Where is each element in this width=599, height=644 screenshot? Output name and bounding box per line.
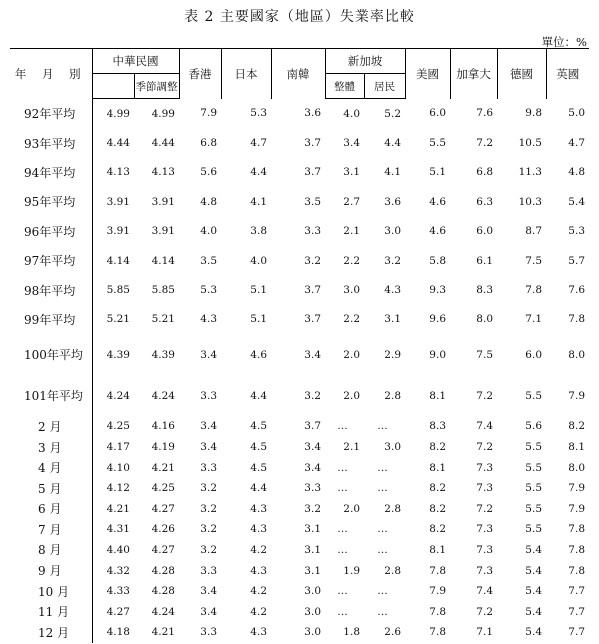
cell-uk: 7.8	[568, 564, 585, 577]
cell-roc: 4.18	[92, 622, 134, 643]
cell-sg-total: 2.2	[343, 254, 360, 267]
cell-sg-resident: 2.9	[384, 348, 401, 361]
cell-roc: 4.14	[92, 246, 134, 275]
cell-roc-sa: 4.44	[151, 137, 175, 150]
cell-sg-total: 2.0	[343, 389, 360, 402]
header-us: 美國	[405, 49, 450, 99]
row-label: 95年平均	[24, 195, 76, 210]
cell-hk: 3.3	[200, 564, 217, 577]
cell-de: 5.4	[525, 626, 542, 639]
cell-hk: 3.4	[200, 605, 217, 618]
row-label: 97年平均	[24, 254, 76, 269]
cell-kr: 3.0	[304, 585, 321, 598]
row-label: 92年平均	[24, 106, 76, 121]
cell-uk: 7.9	[568, 502, 585, 515]
cell-sg-resident: …	[377, 585, 388, 598]
cell-ca: 7.2	[476, 389, 493, 402]
cell-hk: 5.6	[200, 166, 217, 179]
cell-ca: 6.0	[476, 225, 493, 238]
cell-sg-resident: 3.1	[384, 313, 401, 326]
cell-uk: 8.2	[568, 420, 585, 433]
cell-us: 9.6	[429, 313, 446, 326]
cell-us: 8.2	[429, 523, 446, 536]
row-label: 9 月	[38, 564, 62, 579]
cell-hk: 3.5	[200, 254, 217, 267]
cell-roc-sa: 4.99	[151, 107, 175, 120]
cell-roc-sa: 5.21	[151, 313, 175, 326]
table-row	[10, 560, 589, 581]
cell-ca: 7.1	[476, 626, 493, 639]
cell-jp: 4.3	[250, 564, 267, 577]
cell-de: 5.6	[525, 420, 542, 433]
header-uk: 英國	[546, 49, 589, 99]
cell-sg-total: …	[337, 482, 348, 495]
cell-uk: 7.7	[568, 626, 585, 639]
cell-hk: 3.2	[200, 523, 217, 536]
cell-roc: 4.33	[92, 581, 134, 602]
cell-sg-total: 2.2	[343, 313, 360, 326]
cell-ca: 7.3	[476, 482, 493, 495]
cell-roc: 4.10	[92, 457, 134, 478]
table-row	[10, 275, 589, 304]
cell-us: 8.1	[429, 461, 446, 474]
cell-kr: 3.1	[304, 564, 321, 577]
cell-de: 5.4	[525, 543, 542, 556]
cell-kr: 3.4	[304, 441, 321, 454]
cell-sg-resident: 5.2	[384, 107, 401, 120]
cell-ca: 7.2	[476, 137, 493, 150]
cell-hk: 3.4	[200, 441, 217, 454]
row-label: 94年平均	[24, 165, 76, 180]
cell-hk: 3.3	[200, 626, 217, 639]
cell-de: 5.5	[525, 523, 542, 536]
row-label: 100年平均	[24, 348, 83, 363]
cell-sg-resident: 3.0	[384, 441, 401, 454]
cell-sg-total: 2.7	[343, 195, 360, 208]
row-label: 3 月	[38, 440, 62, 455]
cell-jp: 4.2	[250, 605, 267, 618]
cell-ca: 7.3	[476, 461, 493, 474]
table-row	[10, 128, 589, 157]
cell-us: 8.2	[429, 482, 446, 495]
row-label: 101年平均	[24, 389, 83, 404]
cell-de: 7.8	[525, 284, 542, 297]
cell-sg-resident: 3.6	[384, 195, 401, 208]
cell-roc-sa: 4.28	[151, 564, 175, 577]
cell-de: 5.5	[525, 482, 542, 495]
cell-sg-resident: 2.8	[384, 389, 401, 402]
cell-ca: 7.3	[476, 543, 493, 556]
cell-sg-resident: 2.6	[384, 626, 401, 639]
cell-us: 8.2	[429, 441, 446, 454]
cell-jp: 4.1	[250, 195, 267, 208]
cell-de: 10.5	[518, 137, 542, 150]
row-label: 93年平均	[24, 136, 76, 151]
cell-jp: 4.4	[250, 389, 267, 402]
unemployment-table	[10, 48, 589, 643]
cell-roc: 3.91	[92, 187, 134, 216]
cell-jp: 4.3	[250, 523, 267, 536]
cell-de: 5.5	[525, 389, 542, 402]
cell-roc: 4.13	[92, 158, 134, 187]
cell-kr: 3.7	[304, 420, 321, 433]
cell-kr: 3.7	[304, 137, 321, 150]
cell-us: 9.3	[429, 284, 446, 297]
cell-uk: 7.9	[568, 482, 585, 495]
cell-jp: 4.5	[250, 420, 267, 433]
cell-de: 11.3	[518, 166, 542, 179]
cell-sg-total: 4.0	[343, 107, 360, 120]
table-row	[10, 99, 589, 129]
cell-hk: 3.3	[200, 389, 217, 402]
row-label: 6 月	[38, 502, 62, 517]
cell-de: 5.5	[525, 441, 542, 454]
cell-sg-resident: 4.4	[384, 137, 401, 150]
table-row	[10, 581, 589, 602]
cell-sg-total: …	[337, 605, 348, 618]
cell-roc: 5.21	[92, 305, 134, 334]
cell-us: 9.0	[429, 348, 446, 361]
cell-sg-total: 2.1	[343, 225, 360, 238]
cell-roc-sa: 4.25	[151, 482, 175, 495]
cell-hk: 7.9	[200, 107, 217, 120]
cell-uk: 7.8	[568, 313, 585, 326]
cell-roc-sa: 4.28	[151, 585, 175, 598]
cell-roc: 4.31	[92, 519, 134, 540]
table-row	[10, 437, 589, 458]
table-row	[10, 622, 589, 643]
cell-us: 4.6	[429, 225, 446, 238]
cell-roc: 4.99	[92, 99, 134, 129]
cell-roc-sa: 4.19	[151, 441, 175, 454]
cell-sg-resident: 2.8	[384, 502, 401, 515]
cell-jp: 4.3	[250, 502, 267, 515]
cell-hk: 5.3	[200, 284, 217, 297]
cell-sg-resident: …	[377, 482, 388, 495]
table-row	[10, 540, 589, 561]
header-sg: 新加坡	[325, 49, 405, 74]
row-label: 98年平均	[24, 283, 76, 298]
header-de: 德國	[497, 49, 546, 99]
cell-uk: 8.0	[568, 461, 585, 474]
cell-roc: 4.27	[92, 601, 134, 622]
cell-kr: 3.7	[304, 166, 321, 179]
cell-hk: 4.0	[200, 225, 217, 238]
table-row	[10, 375, 589, 416]
cell-de: 10.3	[518, 195, 542, 208]
cell-sg-total: …	[337, 461, 348, 474]
cell-ca: 7.3	[476, 564, 493, 577]
cell-de: 7.5	[525, 254, 542, 267]
cell-us: 5.5	[429, 137, 446, 150]
cell-hk: 3.4	[200, 585, 217, 598]
cell-kr: 3.0	[304, 605, 321, 618]
cell-uk: 4.7	[568, 137, 585, 150]
cell-kr: 3.7	[304, 284, 321, 297]
table-row	[10, 305, 589, 334]
row-label: 4 月	[38, 461, 62, 476]
cell-roc: 4.25	[92, 416, 134, 437]
cell-de: 8.7	[525, 225, 542, 238]
cell-ca: 7.2	[476, 605, 493, 618]
cell-roc-sa: 4.21	[151, 461, 175, 474]
cell-ca: 7.4	[476, 420, 493, 433]
cell-hk: 4.3	[200, 313, 217, 326]
cell-sg-resident: …	[377, 543, 388, 556]
cell-jp: 4.6	[250, 348, 267, 361]
cell-hk: 3.4	[200, 348, 217, 361]
cell-jp: 5.1	[250, 313, 267, 326]
cell-kr: 3.4	[304, 348, 321, 361]
cell-jp: 4.4	[250, 482, 267, 495]
cell-roc: 4.12	[92, 478, 134, 499]
cell-roc: 5.85	[92, 275, 134, 304]
row-label: 12 月	[38, 625, 70, 640]
cell-de: 9.8	[525, 107, 542, 120]
cell-roc-sa: 4.39	[151, 348, 175, 361]
cell-jp: 4.5	[250, 461, 267, 474]
cell-roc-sa: 3.91	[151, 195, 175, 208]
cell-uk: 7.8	[568, 543, 585, 556]
cell-sg-total: 3.1	[343, 166, 360, 179]
header-roc: 中華民國	[92, 49, 179, 74]
cell-uk: 4.8	[568, 166, 585, 179]
cell-roc: 3.91	[92, 217, 134, 246]
cell-roc-sa: 4.24	[151, 389, 175, 402]
cell-hk: 3.3	[200, 461, 217, 474]
cell-roc: 4.32	[92, 560, 134, 581]
cell-jp: 4.4	[250, 166, 267, 179]
cell-roc-sa: 4.16	[151, 420, 175, 433]
cell-ca: 6.3	[476, 195, 493, 208]
cell-us: 7.9	[429, 585, 446, 598]
cell-kr: 3.7	[304, 313, 321, 326]
cell-sg-total: 2.0	[343, 502, 360, 515]
table-row	[10, 217, 589, 246]
cell-de: 7.1	[525, 313, 542, 326]
cell-roc: 4.24	[92, 375, 134, 416]
cell-us: 6.0	[429, 107, 446, 120]
cell-sg-resident: 4.3	[384, 284, 401, 297]
table-row	[10, 334, 589, 375]
table-row	[10, 499, 589, 520]
cell-us: 7.8	[429, 564, 446, 577]
cell-kr: 3.5	[304, 195, 321, 208]
table-row	[10, 158, 589, 187]
cell-sg-resident: 3.0	[384, 225, 401, 238]
header-kr: 南韓	[271, 49, 325, 99]
cell-jp: 4.2	[250, 585, 267, 598]
cell-us: 7.8	[429, 605, 446, 618]
cell-us: 8.3	[429, 420, 446, 433]
cell-hk: 6.8	[200, 137, 217, 150]
cell-uk: 7.9	[568, 389, 585, 402]
cell-sg-resident: …	[377, 605, 388, 618]
header-sg-resident: 居民	[364, 74, 405, 99]
header-jp: 日本	[221, 49, 271, 99]
cell-de: 5.5	[525, 461, 542, 474]
cell-hk: 4.8	[200, 195, 217, 208]
cell-us: 7.8	[429, 626, 446, 639]
cell-sg-resident: 2.8	[384, 564, 401, 577]
cell-ca: 7.5	[476, 348, 493, 361]
cell-kr: 3.3	[304, 482, 321, 495]
cell-hk: 3.4	[200, 420, 217, 433]
cell-jp: 4.2	[250, 543, 267, 556]
cell-jp: 5.3	[250, 107, 267, 120]
cell-roc: 4.44	[92, 128, 134, 157]
cell-sg-total: …	[337, 585, 348, 598]
cell-jp: 4.0	[250, 254, 267, 267]
cell-sg-resident: 4.1	[384, 166, 401, 179]
cell-sg-total: 3.4	[343, 137, 360, 150]
cell-roc-sa: 4.24	[151, 605, 175, 618]
cell-us: 4.6	[429, 195, 446, 208]
header-sg-total: 整體	[325, 74, 364, 99]
cell-roc-sa: 4.21	[151, 626, 175, 639]
table-row	[10, 478, 589, 499]
cell-kr: 3.2	[304, 502, 321, 515]
cell-uk: 7.8	[568, 523, 585, 536]
cell-ca: 8.3	[476, 284, 493, 297]
row-label: 96年平均	[24, 224, 76, 239]
cell-hk: 3.2	[200, 502, 217, 515]
cell-uk: 8.1	[568, 441, 585, 454]
cell-uk: 7.6	[568, 284, 585, 297]
cell-uk: 7.7	[568, 585, 585, 598]
unit-label: 單位：%	[541, 35, 587, 49]
cell-uk: 7.7	[568, 605, 585, 618]
cell-sg-total: …	[337, 420, 348, 433]
cell-sg-resident: …	[377, 461, 388, 474]
cell-kr: 3.1	[304, 543, 321, 556]
cell-kr: 3.1	[304, 523, 321, 536]
header-hk: 香港	[179, 49, 221, 99]
cell-us: 5.1	[429, 166, 446, 179]
cell-uk: 5.4	[568, 195, 585, 208]
cell-kr: 3.2	[304, 254, 321, 267]
table-title: 表 2 主要國家（地區）失業率比較	[184, 9, 415, 25]
table-row	[10, 246, 589, 275]
cell-uk: 5.0	[568, 107, 585, 120]
cell-roc-sa: 4.27	[151, 502, 175, 515]
cell-de: 5.4	[525, 605, 542, 618]
cell-sg-total: 1.8	[343, 626, 360, 639]
cell-de: 6.0	[525, 348, 542, 361]
table-row	[10, 416, 589, 437]
cell-uk: 8.0	[568, 348, 585, 361]
cell-ca: 7.2	[476, 502, 493, 515]
cell-kr: 3.3	[304, 225, 321, 238]
header-roc-sa: 季節調整	[134, 74, 179, 99]
cell-hk: 3.2	[200, 482, 217, 495]
row-label: 99年平均	[24, 312, 76, 327]
cell-jp: 4.3	[250, 626, 267, 639]
cell-roc-sa: 4.26	[151, 523, 175, 536]
cell-kr: 3.0	[304, 626, 321, 639]
cell-sg-total: …	[337, 543, 348, 556]
row-label: 7 月	[38, 522, 62, 537]
cell-jp: 4.7	[250, 137, 267, 150]
cell-jp: 5.1	[250, 284, 267, 297]
cell-ca: 8.0	[476, 313, 493, 326]
cell-us: 5.8	[429, 254, 446, 267]
cell-kr: 3.2	[304, 389, 321, 402]
cell-sg-resident: …	[377, 523, 388, 536]
cell-ca: 6.8	[476, 166, 493, 179]
table-row	[10, 457, 589, 478]
cell-ca: 7.4	[476, 585, 493, 598]
table-row	[10, 601, 589, 622]
cell-jp: 4.5	[250, 441, 267, 454]
cell-uk: 5.7	[568, 254, 585, 267]
cell-kr: 3.6	[304, 107, 321, 120]
header-ca: 加拿大	[450, 49, 497, 99]
row-label: 2 月	[38, 419, 62, 434]
cell-roc-sa: 5.85	[151, 284, 175, 297]
cell-de: 5.5	[525, 502, 542, 515]
cell-us: 8.1	[429, 389, 446, 402]
row-label: 11 月	[38, 605, 70, 620]
cell-sg-total: 3.0	[343, 284, 360, 297]
cell-us: 8.1	[429, 543, 446, 556]
cell-de: 5.4	[525, 585, 542, 598]
cell-sg-total: …	[337, 523, 348, 536]
header-row-label: 年 月 別	[10, 49, 92, 99]
cell-roc-sa: 4.14	[151, 254, 175, 267]
cell-hk: 3.2	[200, 543, 217, 556]
row-label: 5 月	[38, 481, 62, 496]
cell-sg-total: 1.9	[343, 564, 360, 577]
cell-roc: 4.21	[92, 499, 134, 520]
row-label: 10 月	[38, 584, 70, 599]
cell-roc: 4.17	[92, 437, 134, 458]
table-row	[10, 187, 589, 216]
cell-us: 8.2	[429, 502, 446, 515]
cell-ca: 6.1	[476, 254, 493, 267]
cell-ca: 7.3	[476, 523, 493, 536]
cell-roc-sa: 4.27	[151, 543, 175, 556]
cell-jp: 3.8	[250, 225, 267, 238]
cell-sg-total: 2.0	[343, 348, 360, 361]
cell-ca: 7.6	[476, 107, 493, 120]
cell-sg-resident: 3.2	[384, 254, 401, 267]
cell-de: 5.4	[525, 564, 542, 577]
table-row	[10, 519, 589, 540]
cell-roc: 4.40	[92, 540, 134, 561]
row-label: 8 月	[38, 543, 62, 558]
cell-sg-resident: …	[377, 420, 388, 433]
cell-ca: 7.2	[476, 441, 493, 454]
cell-sg-total: 2.1	[343, 441, 360, 454]
cell-uk: 5.3	[568, 225, 585, 238]
cell-roc-sa: 3.91	[151, 225, 175, 238]
cell-roc-sa: 4.13	[151, 166, 175, 179]
cell-roc: 4.39	[92, 334, 134, 375]
cell-kr: 3.4	[304, 461, 321, 474]
